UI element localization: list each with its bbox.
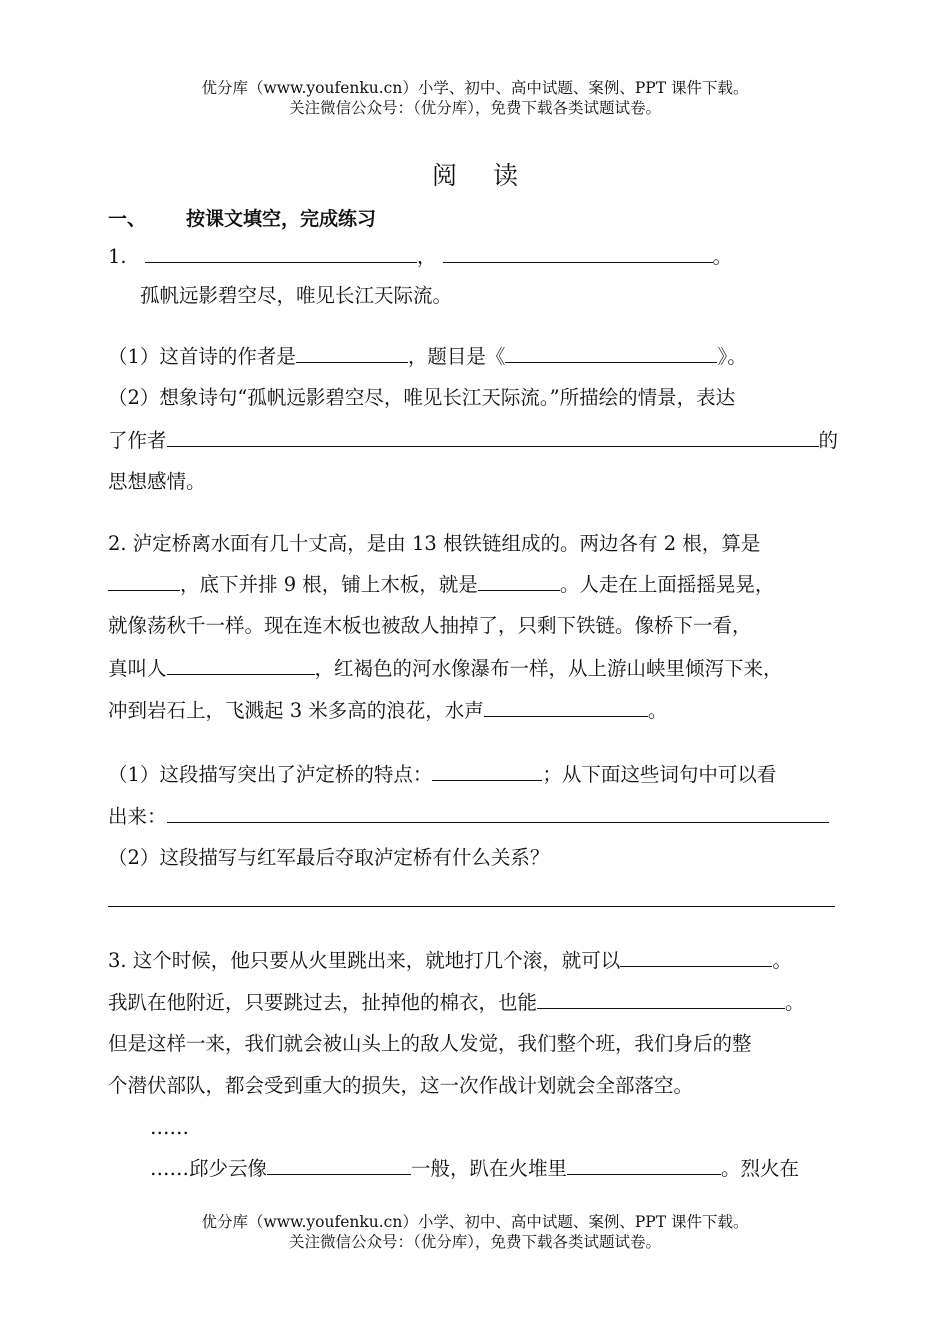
poem-line: 孤帆远影碧空尽，唯见长江天际流。 (140, 284, 453, 307)
question-3-line-3: 但是这样一来，我们就会被山头上的敌人发觉，我们整个班，我们身后的整 (108, 1032, 752, 1055)
fill-blank[interactable] (108, 570, 180, 591)
question-1-sub-1: （1）这首诗的作者是 ，题目是《 》。 (108, 342, 747, 371)
answer-line[interactable] (108, 906, 835, 907)
question-2-sub-2: （2）这段描写与红军最后夺取泸定桥有什么关系？ (108, 846, 550, 869)
answer-blank[interactable] (167, 802, 829, 823)
author-blank[interactable] (296, 342, 408, 363)
fill-blank[interactable] (167, 654, 315, 675)
fill-blank[interactable] (484, 696, 648, 717)
question-1-blanks: 1. ， 。 (108, 242, 732, 271)
question-3-line-6: ……邱少云像 一般，趴在火堆里 。烈火在 (150, 1154, 799, 1183)
question-2-paragraph-line-5: 冲到岩石上，飞溅起 3 米多高的浪花，水声 。 (108, 696, 667, 725)
page-title: 阅读 (431, 161, 554, 190)
fill-blank[interactable] (145, 242, 417, 263)
question-3-line-4: 个潜伏部队，都会受到重大的损失，这一次作战计划就会全部落空。 (108, 1074, 694, 1097)
question-2-paragraph-line-1: 2. 泸定桥离水面有几十丈高，是由 13 根铁链组成的。两边各有 2 根，算是 (108, 532, 761, 555)
section-heading: 按课文填空，完成练习 (186, 208, 377, 230)
ellipsis: …… (150, 1116, 189, 1139)
question-2-sub-1: （1）这段描写突出了泸定桥的特点： ；从下面这些词句中可以看 (108, 760, 776, 789)
fill-blank[interactable] (267, 1154, 411, 1175)
page-header-line-1: 优分库（www.youfenku.cn）小学、初中、高中试题、案例、PPT 课件下载。 (201, 79, 749, 97)
question-1-number: 1. (108, 245, 127, 268)
question-2-paragraph-line-4: 真叫人 ，红褐色的河水像瀑布一样，从上游山峡里倾泻下来， (108, 654, 783, 683)
answer-blank[interactable] (167, 426, 819, 447)
question-2-paragraph-line-2: ，底下并排 9 根，铺上木板，就是 。人走在上面摇摇晃晃， (108, 570, 774, 599)
title-blank[interactable] (505, 342, 717, 363)
fill-blank[interactable] (567, 1154, 721, 1175)
question-1-sub-2: （2）想象诗句“孤帆远影碧空尽，唯见长江天际流。”所描绘的情景，表达 (108, 386, 736, 409)
question-1-sub-2-end: 思想感情。 (108, 470, 206, 493)
question-2-sub-1-answer: 出来： (108, 802, 829, 831)
fill-blank[interactable] (537, 988, 785, 1009)
page-footer-line-1: 优分库（www.youfenku.cn）小学、初中、高中试题、案例、PPT 课件下载。 (201, 1213, 749, 1231)
page-footer-line-2: 关注微信公众号：（优分库），免费下载各类试题试卷。 (288, 1233, 661, 1251)
question-2-paragraph-line-3: 就像荡秋千一样。现在连木板也被敌人抽掉了，只剩下铁链。像桥下一看， (108, 614, 752, 637)
question-3-line-1: 3. 这个时候，他只要从火里跳出来，就地打几个滚，就可以 。 (108, 946, 792, 975)
fill-blank[interactable] (620, 946, 772, 967)
fill-blank[interactable] (478, 570, 560, 591)
feature-blank[interactable] (432, 760, 542, 781)
fill-blank[interactable] (443, 242, 713, 263)
question-3-line-2: 我趴在他附近，只要跳过去，扯掉他的棉衣，也能 。 (108, 988, 805, 1017)
page-header-line-2: 关注微信公众号：（优分库），免费下载各类试题试卷。 (288, 99, 661, 117)
question-1-sub-2-answer: 了作者 的 (108, 426, 838, 455)
section-number: 一、 (108, 208, 147, 230)
